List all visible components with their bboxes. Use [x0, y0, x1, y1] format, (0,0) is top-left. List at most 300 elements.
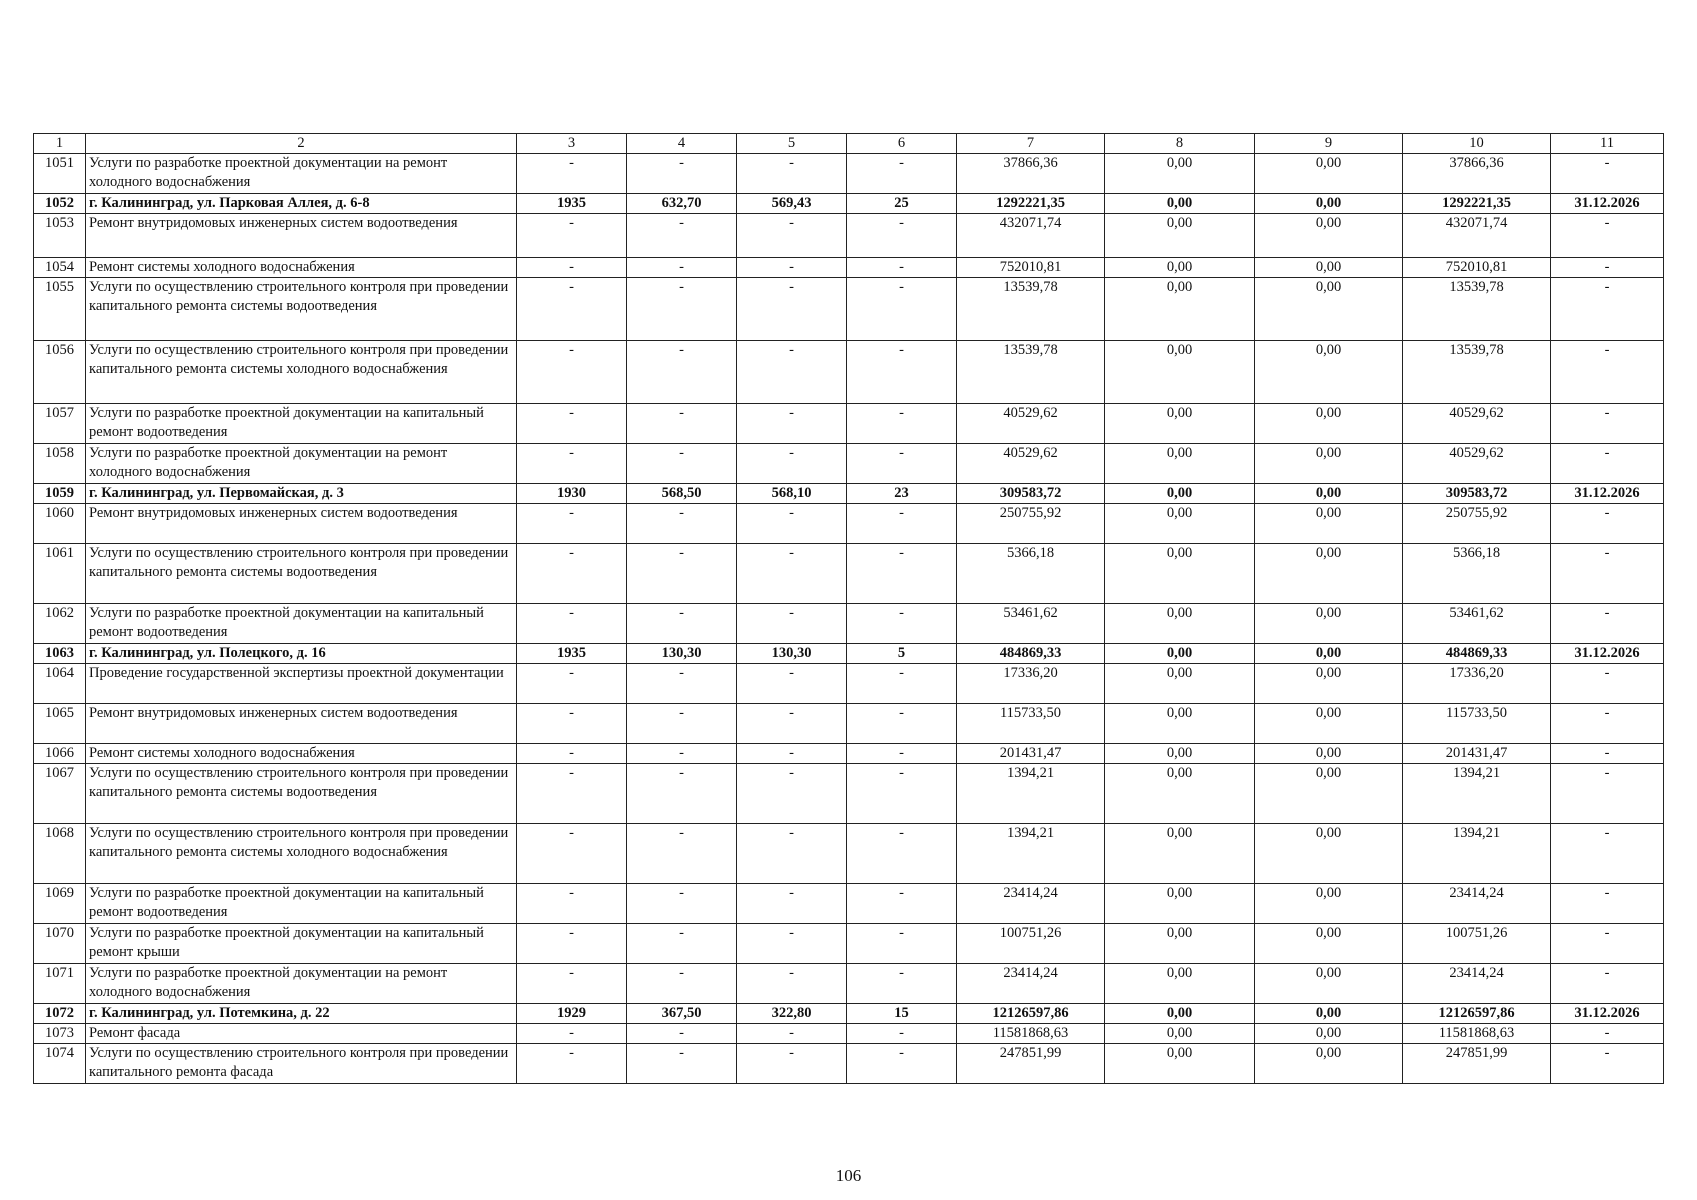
cell-col-5: - [737, 214, 847, 258]
row-description: г. Калининград, ул. Потемкина, д. 22 [86, 1004, 517, 1024]
cell-col-10: 11581868,63 [1403, 1024, 1551, 1044]
column-number-cell: 1 [34, 134, 86, 154]
cell-col-9: 0,00 [1255, 214, 1403, 258]
cell-col-7: 17336,20 [957, 664, 1105, 704]
cell-col-9: 0,00 [1255, 404, 1403, 444]
row-description: Услуги по разработке проектной документации на ремонт холодного водоснабжения [86, 154, 517, 194]
cell-col-10: 40529,62 [1403, 444, 1551, 484]
cell-col-6: 15 [847, 1004, 957, 1024]
cell-col-7: 40529,62 [957, 404, 1105, 444]
cell-col-10: 37866,36 [1403, 154, 1551, 194]
work-row [34, 824, 1664, 884]
cell-col-3: - [517, 884, 627, 924]
row-description: Услуги по осуществлению строительного контроля при проведении капитального ремонта системы холодного водоснабжения [86, 341, 517, 404]
row-number: 1051 [34, 154, 86, 194]
cell-col-11: - [1551, 604, 1664, 644]
cell-col-10: 53461,62 [1403, 604, 1551, 644]
cell-col-3: - [517, 544, 627, 604]
cell-col-8: 0,00 [1105, 1004, 1255, 1024]
cell-col-6: - [847, 278, 957, 341]
row-description: Услуги по разработке проектной документации на ремонт холодного водоснабжения [86, 444, 517, 484]
row-number: 1072 [34, 1004, 86, 1024]
column-number-cell: 11 [1551, 134, 1664, 154]
cell-col-11: - [1551, 278, 1664, 341]
work-row [34, 704, 1664, 744]
row-number: 1063 [34, 644, 86, 664]
row-number: 1059 [34, 484, 86, 504]
cell-col-11: - [1551, 341, 1664, 404]
cell-col-3: - [517, 744, 627, 764]
cell-col-4: - [627, 278, 737, 341]
cell-col-11: 31.12.2026 [1551, 194, 1664, 214]
cell-col-3: - [517, 924, 627, 964]
cell-col-4: - [627, 964, 737, 1004]
cell-col-10: 250755,92 [1403, 504, 1551, 544]
cell-col-5: - [737, 764, 847, 824]
address-row [34, 484, 1664, 504]
row-description: Услуги по осуществлению строительного контроля при проведении капитального ремонта фасада [86, 1044, 517, 1084]
cell-col-11: - [1551, 1024, 1664, 1044]
cell-col-8: 0,00 [1105, 764, 1255, 824]
cell-col-10: 100751,26 [1403, 924, 1551, 964]
work-row [34, 884, 1664, 924]
cell-col-6: - [847, 404, 957, 444]
cell-col-5: - [737, 444, 847, 484]
row-number: 1064 [34, 664, 86, 704]
works-table [33, 133, 1664, 1084]
cell-col-9: 0,00 [1255, 154, 1403, 194]
cell-col-6: - [847, 258, 957, 278]
cell-col-6: - [847, 341, 957, 404]
cell-col-8: 0,00 [1105, 278, 1255, 341]
cell-col-6: - [847, 664, 957, 704]
cell-col-6: - [847, 824, 957, 884]
address-row [34, 644, 1664, 664]
row-description: г. Калининград, ул. Первомайская, д. 3 [86, 484, 517, 504]
cell-col-11: - [1551, 504, 1664, 544]
row-description: Проведение государственной экспертизы проектной документации [86, 664, 517, 704]
cell-col-11: - [1551, 664, 1664, 704]
cell-col-7: 12126597,86 [957, 1004, 1105, 1024]
cell-col-9: 0,00 [1255, 1024, 1403, 1044]
cell-col-4: - [627, 154, 737, 194]
cell-col-9: 0,00 [1255, 278, 1403, 341]
row-description: Ремонт системы холодного водоснабжения [86, 744, 517, 764]
cell-col-7: 11581868,63 [957, 1024, 1105, 1044]
cell-col-8: 0,00 [1105, 744, 1255, 764]
cell-col-10: 23414,24 [1403, 964, 1551, 1004]
column-number-cell: 6 [847, 134, 957, 154]
cell-col-3: - [517, 504, 627, 544]
row-number: 1056 [34, 341, 86, 404]
cell-col-10: 1394,21 [1403, 824, 1551, 884]
cell-col-6: - [847, 444, 957, 484]
cell-col-7: 115733,50 [957, 704, 1105, 744]
column-number-cell: 5 [737, 134, 847, 154]
cell-col-9: 0,00 [1255, 644, 1403, 664]
cell-col-9: 0,00 [1255, 764, 1403, 824]
cell-col-4: - [627, 444, 737, 484]
row-number: 1066 [34, 744, 86, 764]
cell-col-9: 0,00 [1255, 924, 1403, 964]
cell-col-9: 0,00 [1255, 444, 1403, 484]
cell-col-10: 484869,33 [1403, 644, 1551, 664]
cell-col-11: - [1551, 1044, 1664, 1084]
cell-col-4: - [627, 744, 737, 764]
cell-col-4: - [627, 824, 737, 884]
row-number: 1073 [34, 1024, 86, 1044]
cell-col-4: 130,30 [627, 644, 737, 664]
cell-col-7: 13539,78 [957, 341, 1105, 404]
cell-col-3: - [517, 154, 627, 194]
row-number: 1060 [34, 504, 86, 544]
cell-col-4: - [627, 504, 737, 544]
cell-col-3: - [517, 444, 627, 484]
cell-col-8: 0,00 [1105, 644, 1255, 664]
cell-col-5: - [737, 278, 847, 341]
work-row [34, 278, 1664, 341]
work-row [34, 444, 1664, 484]
cell-col-4: - [627, 214, 737, 258]
cell-col-11: - [1551, 764, 1664, 824]
cell-col-6: - [847, 154, 957, 194]
cell-col-5: - [737, 704, 847, 744]
work-row [34, 744, 1664, 764]
cell-col-11: - [1551, 884, 1664, 924]
cell-col-4: 568,50 [627, 484, 737, 504]
row-description: Ремонт внутридомовых инженерных систем водоотведения [86, 214, 517, 258]
cell-col-11: - [1551, 154, 1664, 194]
cell-col-6: - [847, 764, 957, 824]
cell-col-7: 1394,21 [957, 824, 1105, 884]
cell-col-6: - [847, 924, 957, 964]
cell-col-11: - [1551, 258, 1664, 278]
cell-col-7: 1292221,35 [957, 194, 1105, 214]
cell-col-4: - [627, 1024, 737, 1044]
cell-col-6: - [847, 504, 957, 544]
cell-col-3: - [517, 258, 627, 278]
column-number-cell: 10 [1403, 134, 1551, 154]
work-row [34, 214, 1664, 258]
cell-col-5: 130,30 [737, 644, 847, 664]
cell-col-10: 115733,50 [1403, 704, 1551, 744]
cell-col-5: 322,80 [737, 1004, 847, 1024]
row-description: Услуги по осуществлению строительного контроля при проведении капитального ремонта системы водоотведения [86, 764, 517, 824]
cell-col-5: - [737, 884, 847, 924]
row-number: 1053 [34, 214, 86, 258]
cell-col-3: - [517, 1024, 627, 1044]
cell-col-10: 201431,47 [1403, 744, 1551, 764]
cell-col-5: - [737, 1044, 847, 1084]
cell-col-8: 0,00 [1105, 664, 1255, 704]
cell-col-7: 23414,24 [957, 884, 1105, 924]
cell-col-7: 1394,21 [957, 764, 1105, 824]
cell-col-7: 484869,33 [957, 644, 1105, 664]
row-description: Услуги по разработке проектной документации на капитальный ремонт водоотведения [86, 884, 517, 924]
cell-col-9: 0,00 [1255, 664, 1403, 704]
cell-col-8: 0,00 [1105, 704, 1255, 744]
column-number-cell: 3 [517, 134, 627, 154]
cell-col-6: - [847, 214, 957, 258]
cell-col-3: - [517, 764, 627, 824]
cell-col-7: 40529,62 [957, 444, 1105, 484]
cell-col-8: 0,00 [1105, 924, 1255, 964]
cell-col-4: - [627, 704, 737, 744]
row-number: 1054 [34, 258, 86, 278]
cell-col-9: 0,00 [1255, 194, 1403, 214]
cell-col-8: 0,00 [1105, 484, 1255, 504]
cell-col-11: 31.12.2026 [1551, 1004, 1664, 1024]
cell-col-7: 247851,99 [957, 1044, 1105, 1084]
cell-col-9: 0,00 [1255, 544, 1403, 604]
row-number: 1070 [34, 924, 86, 964]
cell-col-10: 752010,81 [1403, 258, 1551, 278]
cell-col-11: - [1551, 704, 1664, 744]
cell-col-10: 12126597,86 [1403, 1004, 1551, 1024]
cell-col-9: 0,00 [1255, 884, 1403, 924]
row-number: 1071 [34, 964, 86, 1004]
cell-col-9: 0,00 [1255, 1004, 1403, 1024]
column-number-cell: 2 [86, 134, 517, 154]
cell-col-8: 0,00 [1105, 1024, 1255, 1044]
cell-col-9: 0,00 [1255, 341, 1403, 404]
cell-col-9: 0,00 [1255, 1044, 1403, 1084]
cell-col-10: 1394,21 [1403, 764, 1551, 824]
cell-col-7: 100751,26 [957, 924, 1105, 964]
cell-col-7: 250755,92 [957, 504, 1105, 544]
cell-col-4: - [627, 604, 737, 644]
cell-col-4: 632,70 [627, 194, 737, 214]
work-row [34, 404, 1664, 444]
row-description: Ремонт фасада [86, 1024, 517, 1044]
cell-col-8: 0,00 [1105, 341, 1255, 404]
cell-col-5: - [737, 964, 847, 1004]
cell-col-5: - [737, 341, 847, 404]
cell-col-3: - [517, 964, 627, 1004]
cell-col-3: - [517, 1044, 627, 1084]
cell-col-8: 0,00 [1105, 604, 1255, 644]
cell-col-8: 0,00 [1105, 404, 1255, 444]
row-description: Услуги по осуществлению строительного контроля при проведении капитального ремонта системы водоотведения [86, 278, 517, 341]
cell-col-10: 17336,20 [1403, 664, 1551, 704]
address-row [34, 1004, 1664, 1024]
cell-col-3: - [517, 214, 627, 258]
column-number-cell: 4 [627, 134, 737, 154]
page-number: 106 [835, 1166, 862, 1185]
cell-col-3: - [517, 664, 627, 704]
cell-col-10: 309583,72 [1403, 484, 1551, 504]
cell-col-10: 40529,62 [1403, 404, 1551, 444]
cell-col-5: - [737, 924, 847, 964]
cell-col-9: 0,00 [1255, 484, 1403, 504]
cell-col-10: 5366,18 [1403, 544, 1551, 604]
cell-col-8: 0,00 [1105, 884, 1255, 924]
cell-col-8: 0,00 [1105, 444, 1255, 484]
cell-col-5: - [737, 154, 847, 194]
cell-col-11: 31.12.2026 [1551, 484, 1664, 504]
cell-col-4: - [627, 764, 737, 824]
cell-col-6: - [847, 884, 957, 924]
cell-col-7: 309583,72 [957, 484, 1105, 504]
cell-col-5: - [737, 744, 847, 764]
cell-col-7: 432071,74 [957, 214, 1105, 258]
cell-col-11: - [1551, 444, 1664, 484]
cell-col-5: - [737, 664, 847, 704]
work-row [34, 604, 1664, 644]
work-row [34, 258, 1664, 278]
cell-col-8: 0,00 [1105, 964, 1255, 1004]
cell-col-11: - [1551, 924, 1664, 964]
cell-col-5: - [737, 404, 847, 444]
cell-col-4: - [627, 404, 737, 444]
cell-col-7: 23414,24 [957, 964, 1105, 1004]
row-description: г. Калининград, ул. Парковая Аллея, д. 6-8 [86, 194, 517, 214]
work-row [34, 764, 1664, 824]
cell-col-10: 1292221,35 [1403, 194, 1551, 214]
cell-col-9: 0,00 [1255, 258, 1403, 278]
cell-col-5: 568,10 [737, 484, 847, 504]
cell-col-8: 0,00 [1105, 504, 1255, 544]
row-description: Ремонт системы холодного водоснабжения [86, 258, 517, 278]
row-description: Услуги по разработке проектной документации на капитальный ремонт крыши [86, 924, 517, 964]
cell-col-6: - [847, 1024, 957, 1044]
cell-col-4: - [627, 1044, 737, 1084]
cell-col-5: - [737, 258, 847, 278]
cell-col-7: 752010,81 [957, 258, 1105, 278]
cell-col-10: 13539,78 [1403, 278, 1551, 341]
cell-col-3: - [517, 341, 627, 404]
row-description: г. Калининград, ул. Полецкого, д. 16 [86, 644, 517, 664]
cell-col-3: - [517, 824, 627, 884]
cell-col-6: - [847, 744, 957, 764]
cell-col-7: 37866,36 [957, 154, 1105, 194]
cell-col-3: - [517, 604, 627, 644]
row-description: Услуги по разработке проектной документации на ремонт холодного водоснабжения [86, 964, 517, 1004]
cell-col-6: 23 [847, 484, 957, 504]
row-description: Услуги по разработке проектной документации на капитальный ремонт водоотведения [86, 404, 517, 444]
row-number: 1067 [34, 764, 86, 824]
row-description: Услуги по осуществлению строительного контроля при проведении капитального ремонта системы водоотведения [86, 544, 517, 604]
cell-col-6: 5 [847, 644, 957, 664]
cell-col-6: - [847, 544, 957, 604]
cell-col-3: - [517, 278, 627, 341]
row-number: 1065 [34, 704, 86, 744]
cell-col-4: 367,50 [627, 1004, 737, 1024]
cell-col-8: 0,00 [1105, 1044, 1255, 1084]
cell-col-11: - [1551, 964, 1664, 1004]
work-row [34, 341, 1664, 404]
work-row [34, 544, 1664, 604]
column-number-cell: 8 [1105, 134, 1255, 154]
cell-col-6: - [847, 1044, 957, 1084]
work-row [34, 1044, 1664, 1084]
cell-col-5: - [737, 824, 847, 884]
cell-col-3: - [517, 704, 627, 744]
cell-col-3: 1930 [517, 484, 627, 504]
cell-col-6: 25 [847, 194, 957, 214]
row-number: 1062 [34, 604, 86, 644]
cell-col-10: 432071,74 [1403, 214, 1551, 258]
cell-col-4: - [627, 924, 737, 964]
cell-col-8: 0,00 [1105, 544, 1255, 604]
row-number: 1068 [34, 824, 86, 884]
row-number: 1061 [34, 544, 86, 604]
cell-col-7: 53461,62 [957, 604, 1105, 644]
row-number: 1058 [34, 444, 86, 484]
cell-col-6: - [847, 604, 957, 644]
row-description: Ремонт внутридомовых инженерных систем водоотведения [86, 504, 517, 544]
cell-col-3: - [517, 404, 627, 444]
cell-col-11: - [1551, 744, 1664, 764]
cell-col-4: - [627, 258, 737, 278]
row-number: 1057 [34, 404, 86, 444]
cell-col-8: 0,00 [1105, 824, 1255, 884]
cell-col-3: 1935 [517, 194, 627, 214]
cell-col-10: 13539,78 [1403, 341, 1551, 404]
cell-col-5: - [737, 544, 847, 604]
cell-col-7: 5366,18 [957, 544, 1105, 604]
address-row [34, 194, 1664, 214]
cell-col-4: - [627, 544, 737, 604]
cell-col-5: 569,43 [737, 194, 847, 214]
row-description: Ремонт внутридомовых инженерных систем водоотведения [86, 704, 517, 744]
cell-col-6: - [847, 704, 957, 744]
work-row [34, 664, 1664, 704]
cell-col-10: 23414,24 [1403, 884, 1551, 924]
cell-col-9: 0,00 [1255, 704, 1403, 744]
work-row [34, 504, 1664, 544]
cell-col-9: 0,00 [1255, 744, 1403, 764]
row-number: 1074 [34, 1044, 86, 1084]
cell-col-3: 1929 [517, 1004, 627, 1024]
cell-col-8: 0,00 [1105, 214, 1255, 258]
cell-col-9: 0,00 [1255, 504, 1403, 544]
cell-col-10: 247851,99 [1403, 1044, 1551, 1084]
cell-col-11: - [1551, 544, 1664, 604]
work-row [34, 1024, 1664, 1044]
cell-col-4: - [627, 884, 737, 924]
cell-col-9: 0,00 [1255, 604, 1403, 644]
row-description: Услуги по разработке проектной документации на капитальный ремонт водоотведения [86, 604, 517, 644]
cell-col-5: - [737, 604, 847, 644]
column-number-cell: 7 [957, 134, 1105, 154]
cell-col-9: 0,00 [1255, 824, 1403, 884]
column-number-cell: 9 [1255, 134, 1403, 154]
work-row [34, 964, 1664, 1004]
work-row [34, 154, 1664, 194]
cell-col-7: 13539,78 [957, 278, 1105, 341]
cell-col-7: 201431,47 [957, 744, 1105, 764]
cell-col-3: 1935 [517, 644, 627, 664]
cell-col-4: - [627, 664, 737, 704]
cell-col-8: 0,00 [1105, 258, 1255, 278]
work-row [34, 924, 1664, 964]
cell-col-11: 31.12.2026 [1551, 644, 1664, 664]
cell-col-8: 0,00 [1105, 194, 1255, 214]
cell-col-8: 0,00 [1105, 154, 1255, 194]
cell-col-4: - [627, 341, 737, 404]
cell-col-11: - [1551, 214, 1664, 258]
cell-col-5: - [737, 504, 847, 544]
column-number-header [34, 134, 1664, 154]
cell-col-5: - [737, 1024, 847, 1044]
row-description: Услуги по осуществлению строительного контроля при проведении капитального ремонта системы холодного водоснабжения [86, 824, 517, 884]
row-number: 1052 [34, 194, 86, 214]
row-number: 1069 [34, 884, 86, 924]
cell-col-11: - [1551, 824, 1664, 884]
cell-col-11: - [1551, 404, 1664, 444]
cell-col-6: - [847, 964, 957, 1004]
